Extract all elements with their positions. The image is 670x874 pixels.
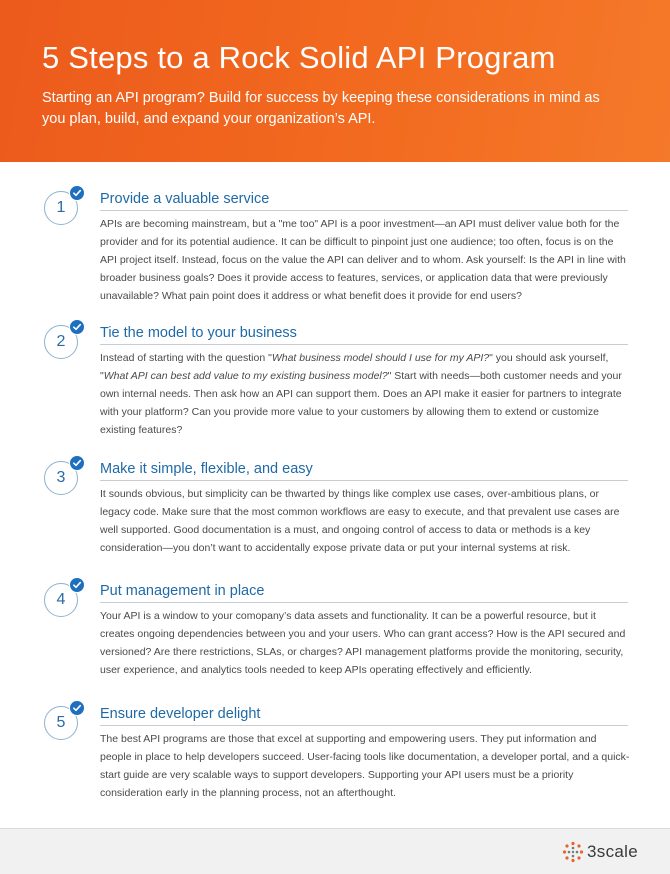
- step-body: [100, 349, 630, 439]
- step-body: APIs are becoming mainstream, but a "me too" API is a poor investment—an API must deliver value both for the provider and for its potential audience. It can be difficult to pinpoint just one audience; too often, focus is on the API project itself. Instead, focus on the value the API can deliver and to whom. Ask yourself: Is the API in line with broader business goals? Does it provide access to features, services, or application data that were previously unavailable? What pain point does it address or what benefit does it provide for end users?: [100, 218, 626, 302]
- step-number-circle: 1: [44, 191, 78, 225]
- page-subtitle: Starting an API program? Build for success by keeping these considerations in mind as you plan, build, and expand your organization’s API.: [42, 90, 600, 127]
- body-emphasis: What API can best add value to my existing business model?: [103, 370, 388, 382]
- step-number-circle: 5: [44, 706, 78, 740]
- step-number-circle: 3: [44, 461, 78, 495]
- page-header: [0, 0, 670, 162]
- logo-text: 3scale: [587, 842, 638, 861]
- body-text: " Start with needs—both customer needs and your own internal needs. Then ask how an API can support them. Does an API make it easier for partners to integrate with your platform? Can you provide more value to your customers by allowing them to extend or customize existing features?: [100, 370, 622, 436]
- page-title: 5 Steps to a Rock Solid API Program: [42, 40, 556, 75]
- step-heading: Tie the model to your business: [100, 325, 628, 345]
- page-footer: [0, 828, 670, 874]
- step-body: It sounds obvious, but simplicity can be thwarted by things like complex use cases, over-ambitious plans, or legacy code. Make sure that the most common workflows are easy to execute, and that prevalent use cases are well supported. Good documentation is a must, and ongoing control of access to data or methods is a key consideration—you don’t want to accidentally expose private data or put your internal systems at risk.: [100, 488, 620, 554]
- step-heading: Ensure developer delight: [100, 706, 628, 726]
- checkmark-icon: [69, 319, 85, 335]
- step-body: Your API is a window to your comopany’s data assets and functionality. It can be a powerful resource, but it creates ongoing dependencies between you and your users. Who can grant access? How is the API secured and versioned? Are there restrictions, SLAs, or charges? API management platforms provide the monitoring, security, user experience, and analytics tools needed to keep APIs operating effectively and efficiently.: [100, 610, 626, 676]
- checkmark-icon: [69, 577, 85, 593]
- checkmark-icon: [69, 700, 85, 716]
- step-heading: Put management in place: [100, 583, 628, 603]
- body-text: " you should ask yourself, ": [100, 352, 609, 382]
- step-number-circle: 2: [44, 325, 78, 359]
- brand-logo: [562, 841, 638, 863]
- body-emphasis: What business model should I use for my API?: [271, 352, 490, 364]
- 3scale-dots-logo-icon: [562, 841, 584, 863]
- step-heading: Provide a valuable service: [100, 191, 628, 211]
- step-body: The best API programs are those that excel at supporting and empowering users. They put information and people in place to help developers succeed. User-facing tools like documentation, a developer portal, and a quick-start guide are very scalable ways to support developers. Supporting your API users must be a priority consideration early in the planning process, not an afterthought.: [100, 733, 630, 799]
- body-text: Instead of starting with the question ": [100, 352, 272, 364]
- step-heading: Make it simple, flexible, and easy: [100, 461, 628, 481]
- step-number-circle: 4: [44, 583, 78, 617]
- checkmark-icon: [69, 185, 85, 201]
- checkmark-icon: [69, 455, 85, 471]
